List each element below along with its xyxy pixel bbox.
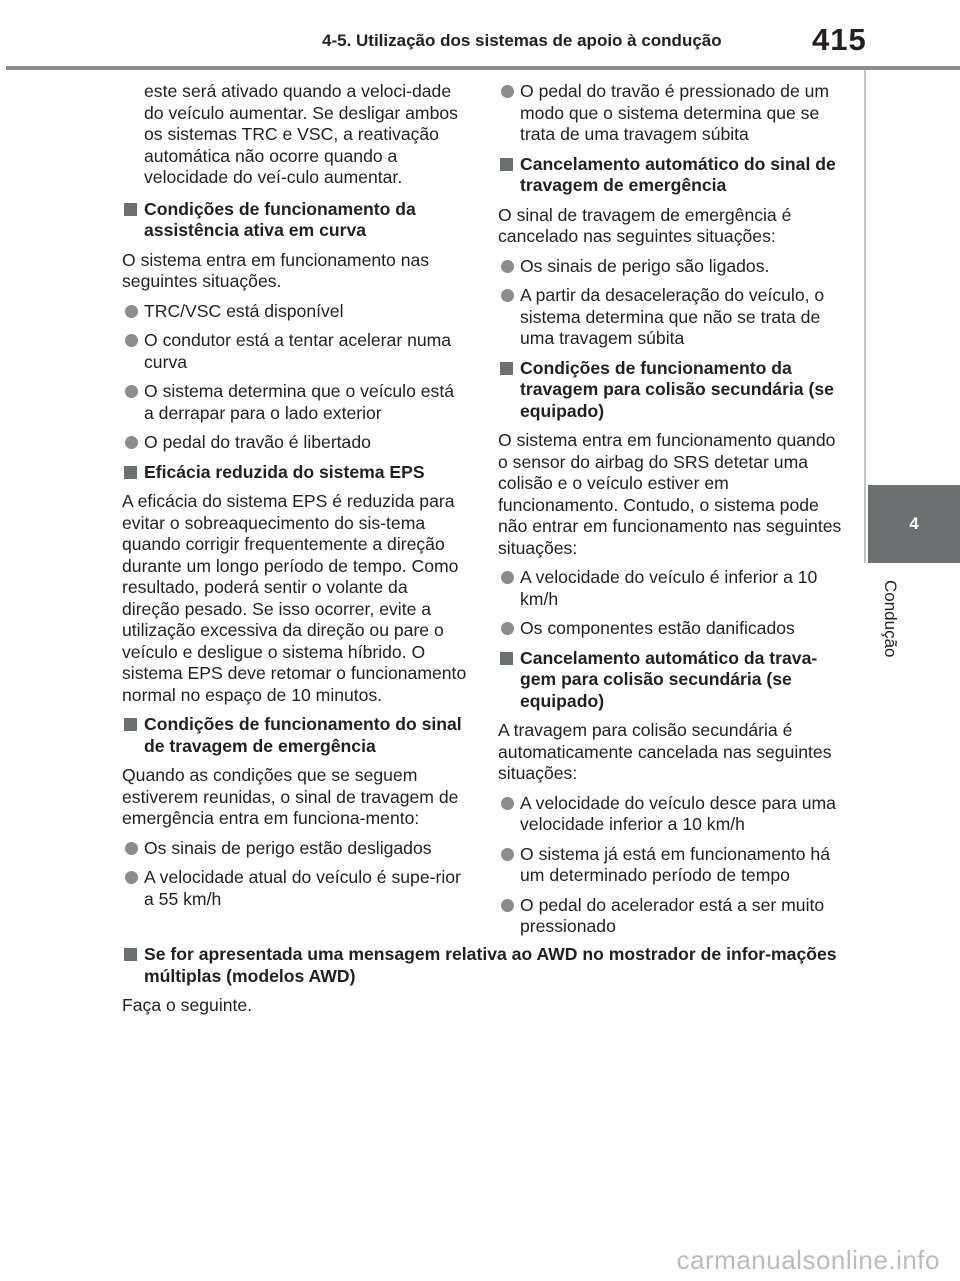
paragraph: O sinal de travagem de emergência é cancelado nas seguintes situações: bbox=[498, 204, 792, 246]
list-item: O pedal do travão é libertado bbox=[122, 432, 467, 454]
continued-text: este será ativado quando a veloci-dade do veículo aumentar. Se desligar ambos os sistemas TRC e VSC, a reativação automática não ocorre quando a velocidade do veí-culo aumentar. bbox=[144, 81, 458, 187]
paragraph: Quando as condições que se seguem estiverem reunidas, o sinal de travagem de emergência entra em funciona-mento: bbox=[122, 765, 459, 828]
paragraph: A eficácia do sistema EPS é reduzida para evitar o sobreaquecimento do sis-tema quando corrigir frequentemente a direção durante um longo período de tempo. Como resultado, poderá sentir o volante da direção pesado. Se isso ocorrer, evite a utilização excessiva da direção ou pare o veículo e desligue o sistema híbrido. O sistema EPS deve retomar o funcionamento normal no espaço de 10 minutos. bbox=[122, 491, 467, 705]
circle-bullet-icon bbox=[501, 289, 514, 302]
square-bullet-icon bbox=[500, 158, 513, 171]
paragraph: O sistema entra em funcionamento nas seguintes situações. bbox=[122, 249, 430, 291]
section-heading: Condições de funcionamento da travagem para colisão secundária (se equipado) bbox=[498, 358, 843, 423]
list-item: Os sinais de perigo são ligados. bbox=[498, 256, 843, 278]
circle-bullet-icon bbox=[125, 436, 138, 449]
list-item: Os componentes estão danificados bbox=[498, 618, 843, 640]
square-bullet-icon bbox=[500, 652, 513, 665]
circle-bullet-icon bbox=[501, 571, 514, 584]
chapter-number: 4 bbox=[909, 514, 919, 533]
list-item: O sistema determina que o veículo está a derrapar para o lado exterior bbox=[122, 381, 467, 424]
bottom-section bbox=[122, 944, 852, 1025]
list-item: A velocidade do veículo desce para uma velocidade inferior a 10 km/h bbox=[498, 793, 843, 836]
circle-bullet-icon bbox=[125, 871, 138, 884]
list-item: Os sinais de perigo estão desligados bbox=[122, 838, 467, 860]
square-bullet-icon bbox=[124, 948, 137, 961]
section-heading: Condições de funcionamento do sinal de travagem de emergência bbox=[122, 714, 467, 757]
circle-bullet-icon bbox=[125, 385, 138, 398]
circle-bullet-icon bbox=[501, 899, 514, 912]
paragraph: Faça o seguinte. bbox=[122, 995, 253, 1015]
square-bullet-icon bbox=[500, 362, 513, 375]
paragraph: O sistema entra em funcionamento quando o sensor do airbag do SRS detetar uma colisão e o veículo estiver em funcionamento. Contudo, o sistema pode não entrar em funcionamento nas seguintes situações: bbox=[498, 430, 842, 558]
list-item: A velocidade do veículo é inferior a 10 km/h bbox=[498, 567, 843, 610]
section-heading: Eficácia reduzida do sistema EPS bbox=[122, 462, 467, 484]
list-item: O sistema já está em funcionamento há um determinado período de tempo bbox=[498, 844, 843, 887]
square-bullet-icon bbox=[124, 718, 137, 731]
right-column bbox=[498, 81, 843, 946]
chapter-tab[interactable] bbox=[868, 485, 960, 563]
circle-bullet-icon bbox=[501, 260, 514, 273]
circle-bullet-icon bbox=[125, 305, 138, 318]
circle-bullet-icon bbox=[501, 622, 514, 635]
section-heading: Cancelamento automático da trava-gem para colisão secundária (se equipado) bbox=[498, 648, 843, 713]
square-bullet-icon bbox=[124, 203, 137, 216]
circle-bullet-icon bbox=[125, 842, 138, 855]
left-column bbox=[122, 81, 467, 918]
square-bullet-icon bbox=[124, 466, 137, 479]
section-heading: Condições de funcionamento da assistência ativa em curva bbox=[122, 199, 467, 242]
circle-bullet-icon bbox=[125, 334, 138, 347]
list-item: TRC/VSC está disponível bbox=[122, 301, 467, 323]
chapter-label: Condução bbox=[881, 580, 900, 658]
circle-bullet-icon bbox=[501, 85, 514, 98]
circle-bullet-icon bbox=[501, 797, 514, 810]
watermark: carmanualsonline.info bbox=[676, 1245, 940, 1275]
list-item: O pedal do acelerador está a ser muito pressionado bbox=[498, 895, 843, 938]
paragraph: A travagem para colisão secundária é automaticamente cancelada nas seguintes situações: bbox=[498, 720, 832, 783]
list-item: O pedal do travão é pressionado de um modo que o sistema determina que se trata de uma travagem súbita bbox=[498, 81, 843, 146]
list-item: O condutor está a tentar acelerar numa curva bbox=[122, 330, 467, 373]
section-title: 4-5. Utilização dos sistemas de apoio à condução bbox=[322, 31, 722, 50]
side-divider bbox=[864, 70, 866, 563]
section-heading: Se for apresentada uma mensagem relativa ao AWD no mostrador de infor-mações múltiplas (modelos AWD) bbox=[122, 944, 852, 987]
list-item: A partir da desaceleração do veículo, o sistema determina que não se trata de uma travagem súbita bbox=[498, 285, 843, 350]
list-item: A velocidade atual do veículo é supe-rior a 55 km/h bbox=[122, 867, 467, 910]
section-heading: Cancelamento automático do sinal de travagem de emergência bbox=[498, 154, 843, 197]
circle-bullet-icon bbox=[501, 848, 514, 861]
page-number: 415 bbox=[812, 22, 867, 57]
header-divider bbox=[6, 66, 960, 70]
